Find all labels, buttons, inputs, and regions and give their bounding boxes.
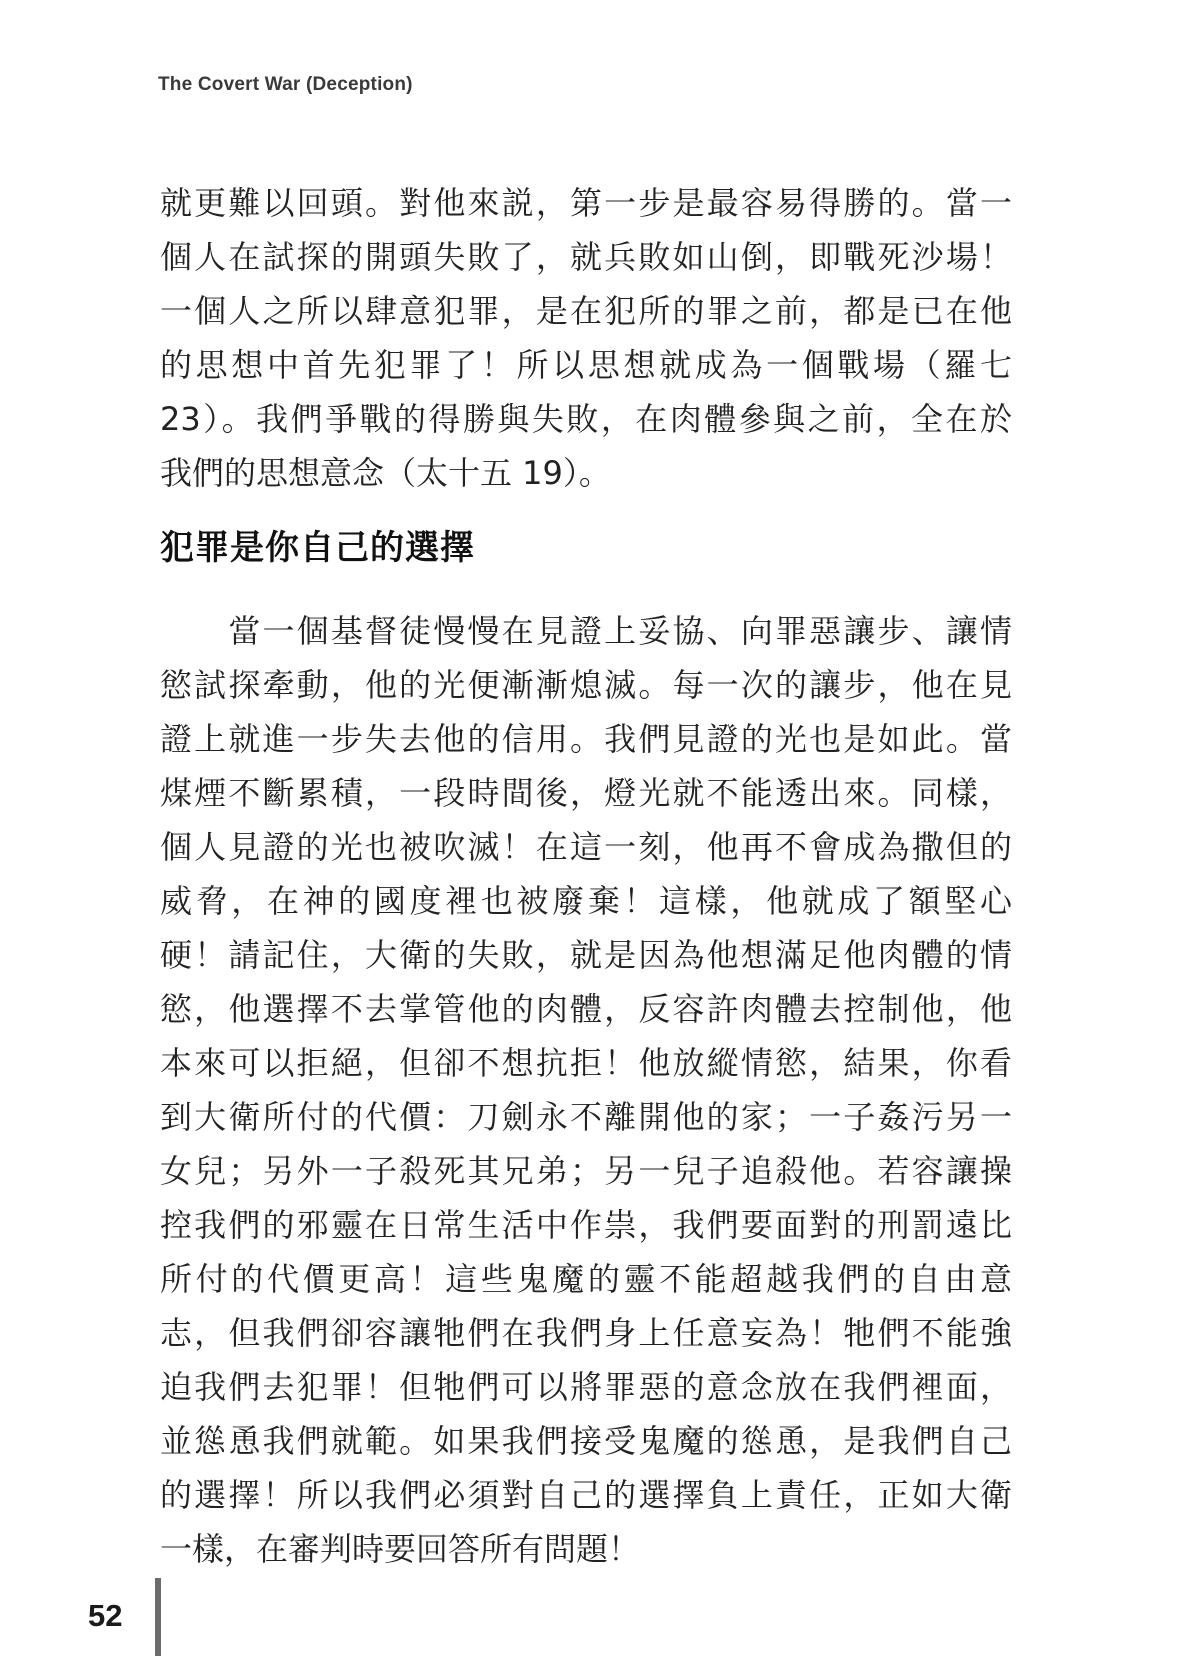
page-number-divider <box>155 1578 161 1656</box>
paragraph-2 <box>160 604 1012 1576</box>
paragraph-line: 的思想中首先犯罪了！所以思想就成為一個戰場（羅七 <box>160 346 1012 384</box>
paragraph-line: 女兒；另外一子殺死其兄弟；另一兒子追殺他。若容讓操 <box>160 1152 1012 1190</box>
paragraph-line: 硬！請記住，大衛的失敗，就是因為他想滿足他肉體的情 <box>160 936 1012 974</box>
paragraph-line: 個人見證的光也被吹滅！在這一刻，他再不會成為撒但的 <box>160 828 1012 866</box>
paragraph-line: 就更難以回頭。對他來説，第一步是最容易得勝的。當一 <box>160 184 1012 222</box>
paragraph-line: 控我們的邪靈在日常生活中作祟，我們要面對的刑罰遠比 <box>160 1206 1012 1244</box>
paragraph-line: 一個人之所以肆意犯罪，是在犯所的罪之前，都是已在他 <box>160 292 1012 330</box>
paragraph-line: 煤煙不斷累積，一段時間後，燈光就不能透出來。同樣， <box>160 774 1012 812</box>
paragraph-line: 迫我們去犯罪！但牠們可以將罪惡的意念放在我們裡面， <box>160 1368 1012 1406</box>
paragraph-line: 的選擇！所以我們必須對自己的選擇負上責任，正如大衛 <box>160 1476 1012 1514</box>
paragraph-line: 威脅，在神的國度裡也被廢棄！這樣，他就成了額堅心 <box>160 882 1012 920</box>
paragraph-line: 當一個基督徒慢慢在見證上妥協、向罪惡讓步、讓情 <box>160 612 1012 650</box>
paragraph-line: 本來可以拒絕，但卻不想抗拒！他放縱情慾，結果，你看 <box>160 1044 1012 1082</box>
paragraph-line: 志，但我們卻容讓牠們在我們身上任意妄為！牠們不能強 <box>160 1314 1012 1352</box>
paragraph-line: 到大衛所付的代價：刀劍永不離開他的家；一子姦污另一 <box>160 1098 1012 1136</box>
paragraph-line: 慾試探牽動，他的光便漸漸熄滅。每一次的讓步，他在見 <box>160 666 1012 704</box>
paragraph-line: 並慫恿我們就範。如果我們接受鬼魔的慫恿，是我們自己 <box>160 1422 1012 1460</box>
paragraph-line: 證上就進一步失去他的信用。我們見證的光也是如此。當 <box>160 720 1012 758</box>
paragraph-line: 所付的代價更高！這些鬼魔的靈不能超越我們的自由意 <box>160 1260 1012 1298</box>
paragraph-1 <box>160 176 1012 500</box>
running-header: The Covert War (Deception) <box>158 74 413 95</box>
paragraph-line: 慾，他選擇不去掌管他的肉體，反容許肉體去控制他，他 <box>160 990 1012 1028</box>
section-heading: 犯罪是你自己的選擇 <box>160 528 475 568</box>
paragraph-line: 23）。我們爭戰的得勝與失敗，在肉體參與之前，全在於 <box>160 400 1012 438</box>
page-number: 52 <box>88 1598 123 1633</box>
paragraph-line: 一樣，在審判時要回答所有問題！ <box>160 1530 641 1568</box>
paragraph-line: 我們的思想意念（太十五 19）。 <box>160 454 611 492</box>
paragraph-line: 個人在試探的開頭失敗了，就兵敗如山倒，即戰死沙場！ <box>160 238 1012 276</box>
